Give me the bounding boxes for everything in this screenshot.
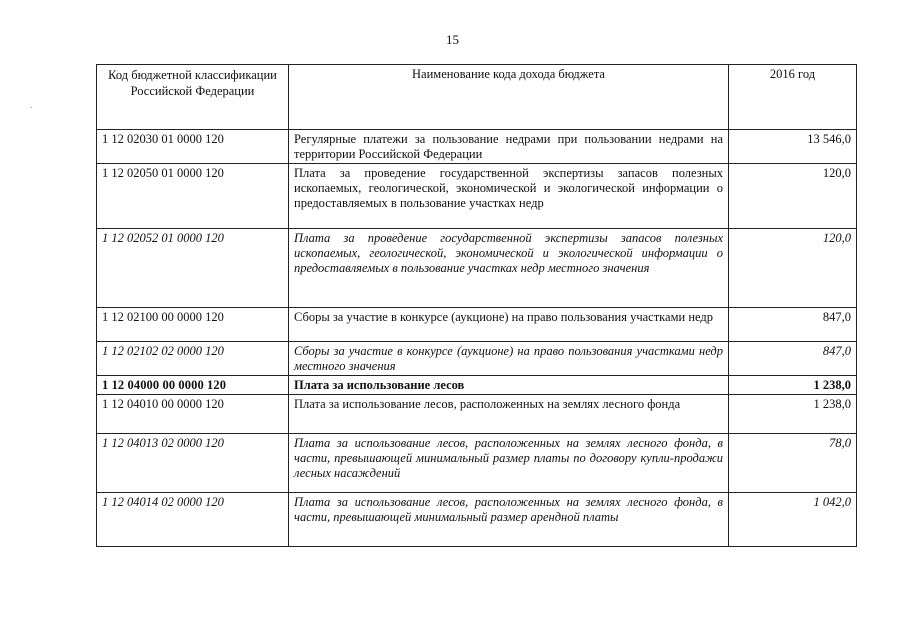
table-row (97, 493, 857, 547)
header-name: Наименование кода дохода бюджета (289, 65, 729, 130)
row-code: 1 12 02102 02 0000 120 (97, 342, 289, 376)
row-name: Плата за использование лесов (289, 376, 729, 395)
page-number: 15 (446, 32, 459, 47)
header-code: Код бюджетной классификации Российской Федерации (97, 65, 289, 130)
budget-revenue-table (96, 64, 857, 547)
row-code: 1 12 04010 00 0000 120 (97, 395, 289, 434)
row-code: 1 12 02100 00 0000 120 (97, 308, 289, 342)
table-row (97, 395, 857, 434)
row-value: 847,0 (729, 342, 857, 376)
row-name: Регулярные платежи за пользование недрами при пользовании недрами на территории Российской Федерации (289, 130, 729, 164)
row-code: 1 12 02050 01 0000 120 (97, 164, 289, 229)
row-code: 1 12 02052 01 0000 120 (97, 229, 289, 308)
row-name: Сборы за участие в конкурсе (аукционе) на право пользования участками недр (289, 308, 729, 342)
row-value: 13 546,0 (729, 130, 857, 164)
table-row (97, 342, 857, 376)
table-row (97, 164, 857, 229)
table-row (97, 308, 857, 342)
row-name: Плата за использование лесов, расположенных на землях лесного фонда, в части, превышающей минимальный размер платы по договору купли-продажи лесных насаждений (289, 434, 729, 493)
row-code: 1 12 04000 00 0000 120 (97, 376, 289, 395)
header-year: 2016 год (729, 65, 857, 130)
table-row (97, 130, 857, 164)
table-row (97, 229, 857, 308)
table-row (97, 434, 857, 493)
row-code: 1 12 04014 02 0000 120 (97, 493, 289, 547)
row-value: 120,0 (729, 164, 857, 229)
row-value: 120,0 (729, 229, 857, 308)
row-value: 1 238,0 (729, 376, 857, 395)
row-name: Плата за проведение государственной экспертизы запасов полезных ископаемых, геологической, экономической и экологической информации о предоставляемых в пользование участках недр (289, 164, 729, 229)
row-code: 1 12 04013 02 0000 120 (97, 434, 289, 493)
row-value: 1 238,0 (729, 395, 857, 434)
table-row (97, 376, 857, 395)
row-value: 1 042,0 (729, 493, 857, 547)
margin-mark: . (30, 100, 33, 110)
row-name: Плата за проведение государственной экспертизы запасов полезных ископаемых, геологической, экономической и экологической информации о предоставляемых в пользование участках недр местного значения (289, 229, 729, 308)
row-name: Плата за использование лесов, расположенных на землях лесного фонда, в части, превышающей минимальный размер арендной платы (289, 493, 729, 547)
row-name: Сборы за участие в конкурсе (аукционе) на право пользования участками недр местного значения (289, 342, 729, 376)
row-code: 1 12 02030 01 0000 120 (97, 130, 289, 164)
row-name: Плата за использование лесов, расположенных на землях лесного фонда (289, 395, 729, 434)
row-value: 78,0 (729, 434, 857, 493)
table-header-row (97, 65, 857, 130)
row-value: 847,0 (729, 308, 857, 342)
